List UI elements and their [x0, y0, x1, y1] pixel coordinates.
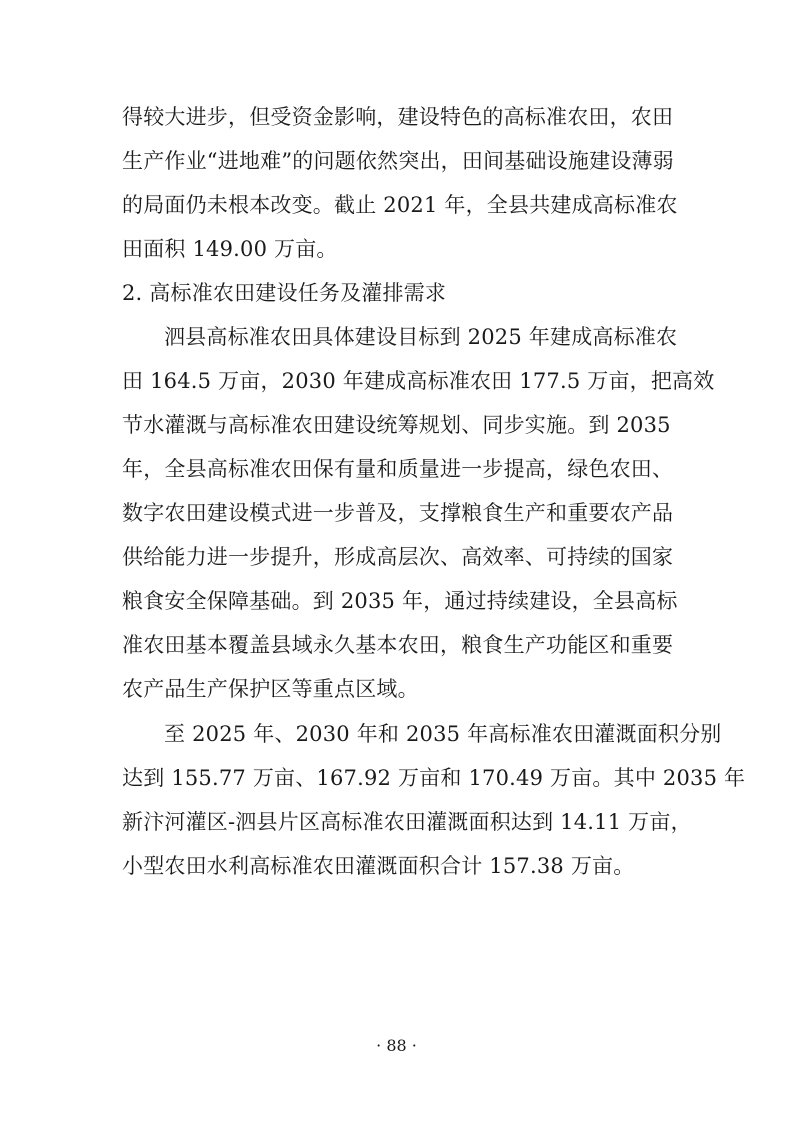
- paragraph-3-line-4: 小型农田水利高标准农田灌溉面积合计 157.38 万亩。: [122, 854, 635, 878]
- paragraph-1-line-1: 得较大进步，但受资金影响，建设特色的高标准农田，农田: [122, 105, 674, 129]
- paragraph-2-line-6: 供给能力进一步提升，形成高层次、高效率、可持续的国家: [122, 545, 674, 569]
- paragraph-3-line-1: 至 2025 年、2030 年和 2035 年高标准农田灌溉面积分别: [164, 722, 722, 746]
- paragraph-2-line-1: 泗县高标准农田具体建设目标到 2025 年建成高标准农: [164, 325, 678, 349]
- paragraph-1-line-3: 的局面仍未根本改变。截止 2021 年，全县共建成高标准农: [122, 193, 678, 217]
- paragraph-2-line-7: 粮食安全保障基础。到 2035 年，通过持续建设，全县高标: [122, 589, 678, 613]
- paragraph-2-line-9: 农产品生产保护区等重点区域。: [122, 677, 419, 701]
- page-number: · 88 ·: [376, 1036, 417, 1055]
- paragraph-2-line-3: 节水灌溉与高标准农田建设统筹规划、同步实施。到 2035: [122, 413, 671, 437]
- paragraph-2-line-8: 准农田基本覆盖县域永久基本农田，粮食生产功能区和重要: [122, 633, 674, 657]
- paragraph-2-line-2: 田 164.5 万亩，2030 年建成高标准农田 177.5 万亩，把高效: [122, 369, 715, 393]
- paragraph-1-line-2: 生产作业“进地难”的问题依然突出，田间基础设施建设薄弱: [122, 149, 674, 173]
- paragraph-3-line-3: 新汴河灌区-泗县片区高标准农田灌溉面积达到 14.11 万亩，: [122, 810, 692, 834]
- paragraph-2-line-5: 数字农田建设模式进一步普及，支撑粮食生产和重要农产品: [122, 501, 674, 525]
- section-heading: 2. 高标准农田建设任务及灌排需求: [122, 281, 447, 305]
- paragraph-1-line-4: 田面积 149.00 万亩。: [122, 237, 338, 261]
- paragraph-3-line-2: 达到 155.77 万亩、167.92 万亩和 170.49 万亩。其中 2035 年: [122, 766, 746, 790]
- paragraph-2-line-4: 年，全县高标准农田保有量和质量进一步提高，绿色农田、: [122, 457, 674, 481]
